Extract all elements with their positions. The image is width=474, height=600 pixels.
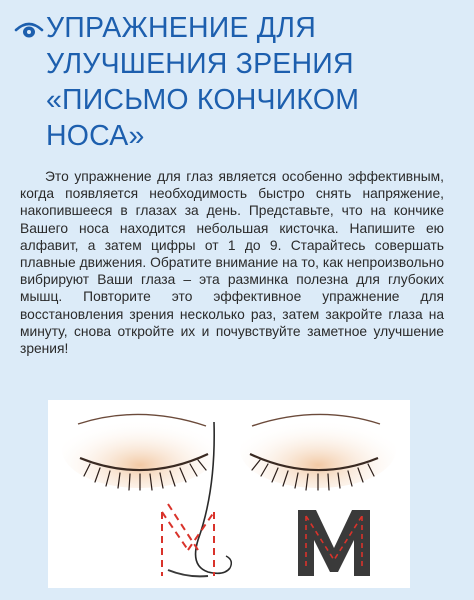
eye-icon: [14, 18, 44, 40]
article-paragraph: Это упражнение для глаз является особенно эффективным, когда появляется необходимость быстро снять напряжение, накопившееся в глазах за день. Представьте, что на кончике Вашего носа находится небольшая кисточка. Напишите ею алфавит, а затем цифры от 1 до 9. Старайтесь совершать плавные движения. Обратите внимание на то, как непроизвольно вибрируют Ваши глаза – эта разминка полезна для глубоких мышц. Повторите это эффективное упражнение для восстановления зрения несколько раз, затем закройте глаза на минуту, снова откройте их и почувствуйте заметное улучшение зрения!: [20, 169, 444, 357]
nose-writing-illustration: [48, 400, 410, 588]
title-line: УПРАЖНЕНИЕ ДЛЯ: [46, 12, 316, 44]
right-closed-eye: [240, 412, 396, 490]
letter-m-example: [298, 510, 370, 576]
left-closed-eye: [62, 412, 218, 490]
title-line: УЛУЧШЕНИЯ ЗРЕНИЯ: [46, 48, 354, 80]
title-line: НОСА»: [46, 120, 145, 152]
title-line: «ПИСЬМО КОНЧИКОМ: [46, 84, 360, 116]
page-title: [46, 10, 466, 154]
